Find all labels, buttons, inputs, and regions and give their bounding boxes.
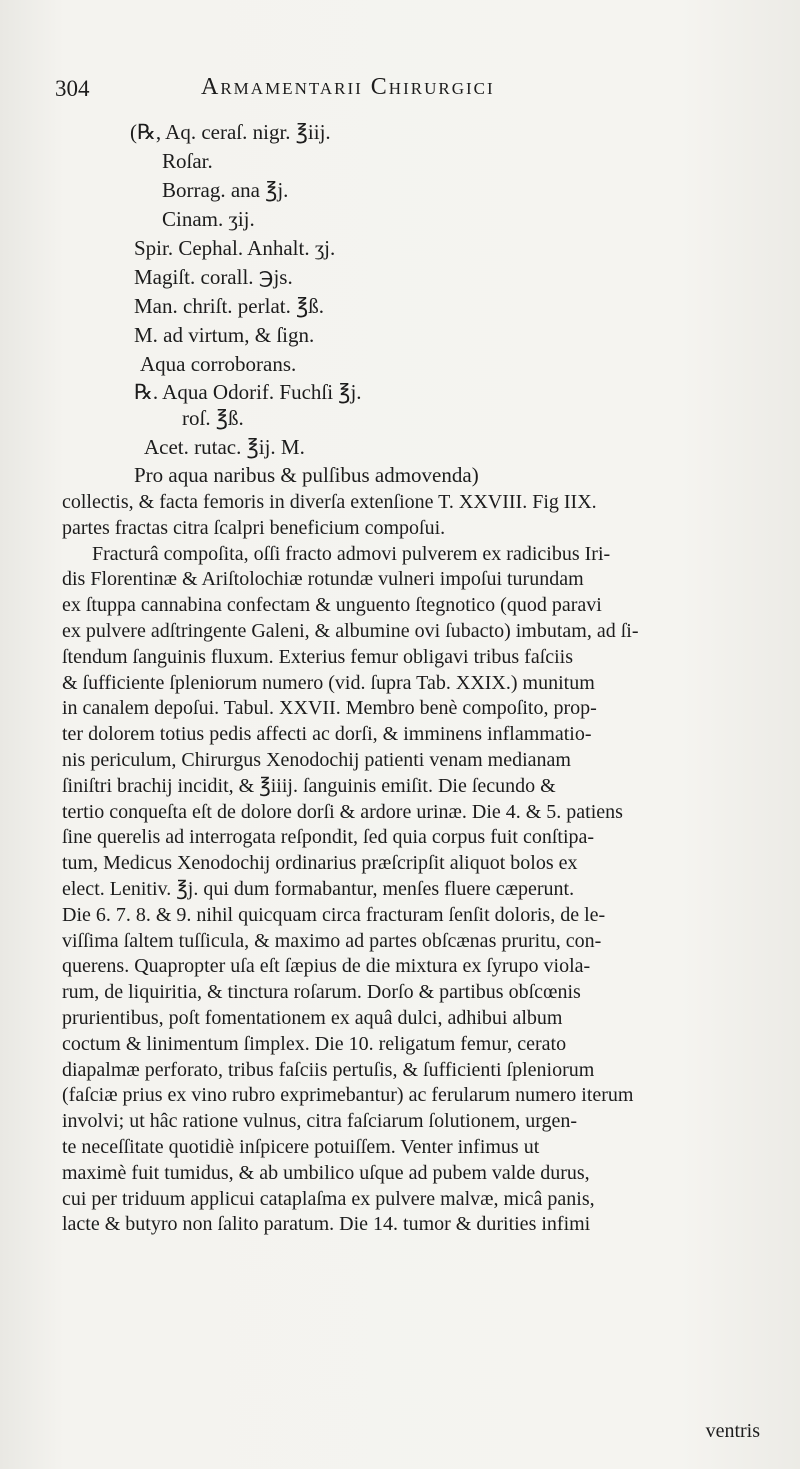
page-header	[55, 70, 775, 106]
rx-line: M. ad virtum, & ſign.	[134, 323, 315, 347]
text-line: ſiniſtri brachij incidit, & ℥iiij. ſanguinis emiſit. Die ſecundo &	[62, 774, 556, 797]
text-line: coctum & linimentum ſimplex. Die 10. religatum femur, cerato	[62, 1032, 567, 1055]
rx-line: Magiſt. corall. ℈js.	[134, 265, 293, 289]
rx-line: Roſar.	[162, 149, 213, 173]
text-line: in canalem depoſui. Tabul. XXVII. Membro benè compoſito, prop-	[62, 697, 597, 720]
text-line: ſine querelis ad interrogata reſpondit, ſed quia corpus fuit conſtipa-	[62, 826, 595, 849]
text-line: ex ſtuppa cannabina confectam & unguento ſtegnotico (quod paravi	[62, 594, 602, 617]
text-line: viſſima ſaltem tuſſicula, & maximo ad partes obſcænas pruritu, con-	[62, 929, 602, 952]
rx-line: Acet. rutac. ℥ij. M.	[144, 435, 305, 459]
text-line: collectis, & facta femoris in diverſa extenſione T. XXVIII. Fig IIX.	[62, 491, 597, 513]
rx-line: Spir. Cephal. Anhalt. ʒj.	[134, 236, 336, 260]
text-line: prurientibus, poſt fomentationem ex aquâ dulci, adhibui album	[62, 1006, 563, 1029]
running-head: Armamentarii Chirurgici	[201, 74, 495, 100]
rx-line: Cinam. ʒij.	[162, 207, 255, 231]
text-line: elect. Lenitiv. ℥j. qui dum formabantur, menſes fluere cæperunt.	[62, 877, 575, 900]
text-line: Die 6. 7. 8. & 9. nihil quicquam circa fracturam ſenſit doloris, de le-	[62, 903, 606, 926]
text-line: Fracturâ compoſita, oſſi fracto admovi pulverem ex radicibus Iri-	[92, 542, 611, 565]
text-line: lacte & butyro non ſalito paratum. Die 14. tumor & durities infimi	[62, 1213, 591, 1236]
rx-line: (℞, Aq. ceraſ. nigr. ℥iij.	[130, 120, 331, 144]
rx-line: Pro aqua naribus & pulſibus admovenda)	[134, 463, 479, 487]
text-line: involvi; ut hâc ratione vulnus, citra faſciarum ſolutionem, urgen-	[62, 1110, 578, 1133]
text-line: ex pulvere adſtringente Galeni, & albumine ovi ſubacto) imbutam, ad ſi-	[62, 619, 639, 642]
text-line: & ſufficiente ſpleniorum numero (vid. ſupra Tab. XXIX.) munitum	[62, 671, 595, 694]
text-line: (faſciæ prius ex vino rubro exprimebantur) ac ferularum numero iterum	[62, 1084, 634, 1107]
text-line: nis periculum, Chirurgus Xenodochij patienti venam medianam	[62, 748, 571, 771]
rx-line: ℞. Aqua Odorif. Fuchſi ℥j.	[134, 380, 362, 404]
text-line: rum, de liquiritia, & tinctura roſarum. Dorſo & partibus obſcœnis	[62, 981, 581, 1004]
text-line: partes fractas citra ſcalpri beneficium compoſui.	[62, 516, 446, 539]
text-line: maximè fuit tumidus, & ab umbilico uſque ad pubem valde durus,	[62, 1161, 590, 1184]
body-text	[62, 490, 768, 1238]
text-line: te neceſſitate quotidiè inſpicere potuiſſem. Venter infimus ut	[62, 1135, 540, 1158]
text-line: ter dolorem totius pedis affecti ac dorſi, & imminens inflammatio-	[62, 723, 592, 746]
text-line: cui per triduum applicui cataplaſma ex pulvere malvæ, micâ panis,	[62, 1187, 595, 1210]
rx-line: Borrag. ana ℥j.	[162, 178, 289, 202]
text-line: querens. Quapropter uſa eſt ſæpius de die mixtura ex ſyrupo viola-	[62, 955, 591, 978]
text-line: tum, Medicus Xenodochij ordinarius præſcripſit aliquot bolos ex	[62, 852, 578, 875]
rx-line: Man. chriſt. perlat. ℥ß.	[134, 294, 324, 318]
text-line: ſtendum ſanguinis fluxum. Exterius femur obligavi tribus faſciis	[62, 645, 574, 668]
page-number: 304	[55, 76, 90, 101]
rx-line: Aqua corroborans.	[140, 352, 297, 376]
text-line: tertio conqueſta eſt de dolore dorſi & ardore urinæ. Die 4. & 5. patiens	[62, 800, 623, 823]
catchword: ventris	[705, 1420, 760, 1442]
text-line: dis Florentinæ & Ariſtolochiæ rotundæ vulneri impoſui turundam	[62, 568, 584, 591]
text-line: diapalmæ perforato, tribus faſciis pertuſis, & ſufficienti ſpleniorum	[62, 1058, 595, 1081]
rx-line: roſ. ℥ß.	[182, 406, 244, 430]
